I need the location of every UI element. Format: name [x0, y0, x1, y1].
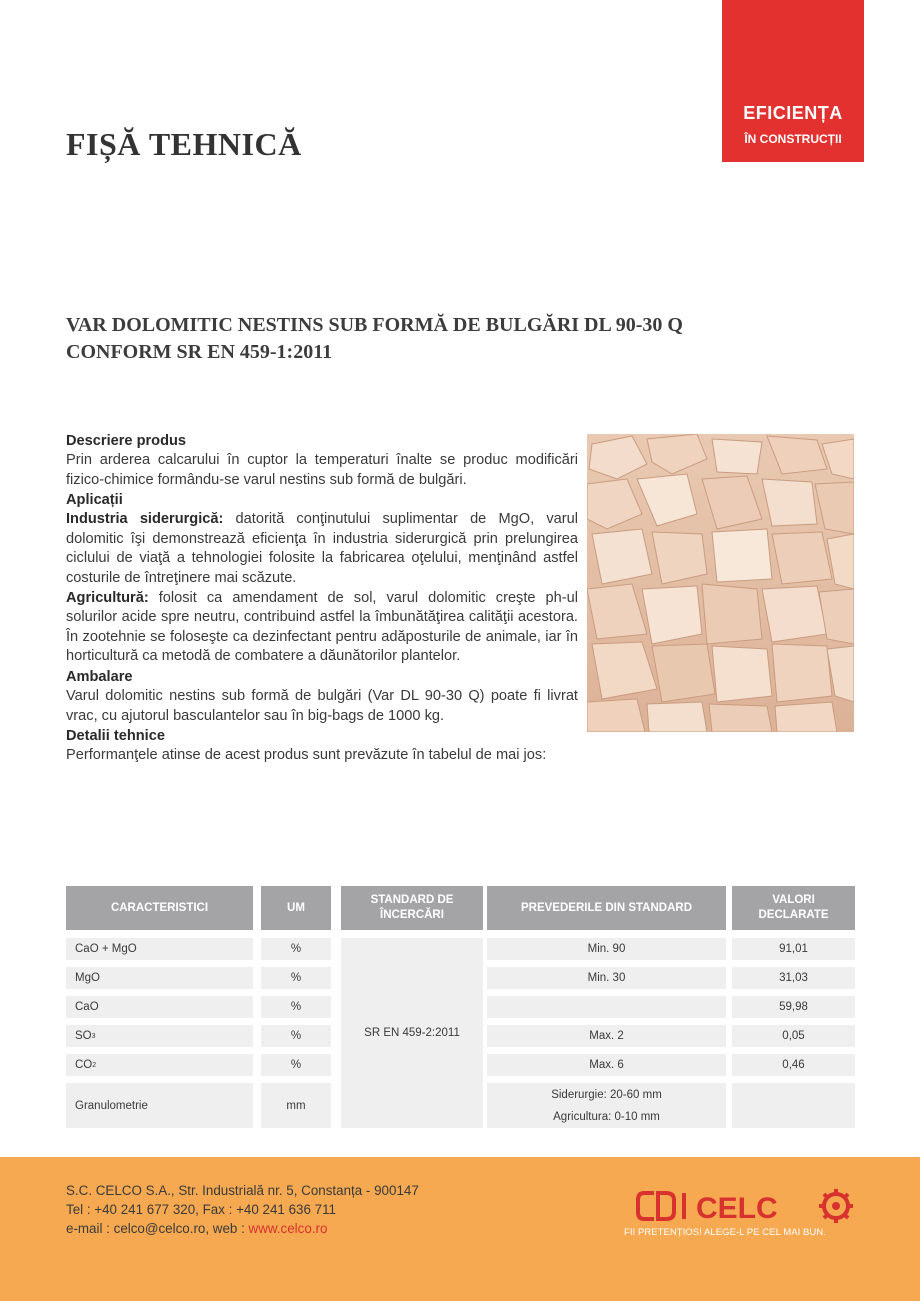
product-title-line2: CONFORM SR EN 459-1:2011 [66, 341, 333, 363]
table-row-2-name: MgO [66, 967, 253, 989]
company-website-link[interactable]: www.celco.ro [248, 1221, 328, 1236]
header-test-standard [341, 886, 483, 930]
table-row-4-name-text: SO [75, 1030, 92, 1042]
table-row-6-value [732, 1083, 855, 1128]
table-row-6-provision-line1: Siderurgie: 20-60 mm [551, 1088, 662, 1101]
celco-slogan: FII PRETENȚIOS! ALEGE-L PE CEL MAI BUN. [624, 1227, 826, 1238]
company-email: e-mail : celco@celco.ro, web : [66, 1221, 249, 1236]
table-row-1-value: 91,01 [732, 938, 855, 960]
lime-lumps-image [587, 434, 854, 732]
table-row-5-provision: Max. 6 [487, 1054, 726, 1076]
table-row-1-name: CaO + MgO [66, 938, 253, 960]
steel-industry-label: Industria siderurgică: [66, 511, 224, 528]
agriculture-text: folosit ca amendament de sol, varul dolomitic creşte ph-ul solurilor acide spre neutru, contribuind astfel la îmbunătăţirea calităţii acestora. În zootehnie se foloseşte ca dezinfectant pentru adăposturile de animale, iar în horticultură ca metodă de combatere a dăunătorilor plantelor. [66, 589, 578, 665]
header-test-standard-line2: ÎNCERCĂRI [380, 909, 444, 921]
product-photo [587, 434, 854, 732]
footer [0, 1157, 920, 1301]
header-declared-values-line1: VALORI [772, 894, 815, 906]
table-row-5-name [66, 1054, 253, 1076]
gear-icon [819, 1189, 853, 1223]
product-description [66, 431, 578, 766]
table-row-3-value: 59,98 [732, 996, 855, 1018]
technical-text: Performanţele atinse de acest produs sunt prevăzute în tabelul de mai jos: [66, 747, 547, 764]
steel-industry-paragraph [66, 510, 578, 588]
technical-heading: Detalii tehnice [66, 728, 165, 745]
table-row-3-name: CaO [66, 996, 253, 1018]
header-declared-values [732, 886, 855, 930]
table-row-4-name-subscript: 3 [91, 1032, 96, 1040]
header-um: UM [261, 886, 331, 930]
table-row-6-provision [487, 1083, 726, 1128]
table-row-5-value: 0,46 [732, 1054, 855, 1076]
table-row-6-um: mm [261, 1083, 331, 1128]
brand-badge [722, 0, 864, 162]
table-row-4-name [66, 1025, 253, 1047]
table-row-6-name: Granulometrie [66, 1083, 253, 1128]
badge-line1: EFICIENȚA [743, 103, 843, 123]
celco-logo [624, 1187, 856, 1247]
company-address: S.C. CELCO S.A., Str. Industrială nr. 5, Constanța - 900147 [66, 1183, 419, 1198]
packaging-heading: Ambalare [66, 668, 133, 685]
company-email-line [66, 1219, 419, 1238]
header-characteristics: CARACTERISTICI [66, 886, 253, 930]
page-title: FIȘĂ TEHNICĂ [66, 126, 302, 162]
table-row-1-um: % [261, 938, 331, 960]
header-test-standard-line1: STANDARD DE [370, 894, 454, 906]
steel-industry-text: datorită conţinutului suplimentar de MgO, varul dolomitic îşi demonstrează eficienţa în industria siderurgică prin prelungirea ciclului de viaţă a tehnologiei folosite la fabricarea oţelului, menţinând astfel costurile de întreţinere mai scăzute. [66, 511, 578, 586]
company-contact [66, 1181, 419, 1238]
table-row-5-name-subscript: 2 [92, 1061, 97, 1069]
table-row-1-provision: Min. 90 [487, 938, 726, 960]
agriculture-label: Agricultură: [66, 589, 149, 606]
badge-line2: ÎN CONSTRUCȚII [744, 132, 842, 146]
table-row-2-provision: Min. 30 [487, 967, 726, 989]
product-title [66, 312, 896, 366]
table-row-3-provision [487, 996, 726, 1018]
table-row-2-um: % [261, 967, 331, 989]
description-heading: Descriere produs [66, 433, 187, 449]
table-row-5-name-text: CO [75, 1059, 93, 1071]
description-text: Prin arderea calcarului în cuptor la temperaturi înalte se produc modificări fizico-chimice formându-se varul nestins sub formă de bulgări. [66, 452, 578, 488]
celco-logo-text: CELC [696, 1192, 778, 1225]
table-row-5-um: % [261, 1054, 331, 1076]
table-row-4-um: % [261, 1025, 331, 1047]
header-declared-values-line2: DECLARATE [758, 909, 829, 921]
table-row-6-provision-line2: Agricultura: 0-10 mm [553, 1110, 660, 1123]
table-row-4-value: 0,05 [732, 1025, 855, 1047]
test-standard-cell: SR EN 459-2:2011 [341, 938, 483, 1128]
table-row-3-um: % [261, 996, 331, 1018]
celco-logo-mark [636, 1187, 856, 1227]
product-title-line1: VAR DOLOMITIC NESTINS SUB FORMĂ DE BULGĂRI DL 90-30 Q [66, 314, 683, 336]
header-provisions: PREVEDERILE DIN STANDARD [487, 886, 726, 930]
company-phone: Tel : +40 241 677 320, Fax : +40 241 636 711 [66, 1202, 337, 1217]
table-row-4-provision: Max. 2 [487, 1025, 726, 1047]
agriculture-paragraph [66, 589, 578, 667]
applications-heading: Aplicații [66, 492, 123, 509]
packaging-text: Varul dolomitic nestins sub formă de bulgări (Var DL 90-30 Q) poate fi livrat vrac, cu ajutorul basculantelor sau în big-bags de 1000 kg. [66, 687, 578, 724]
table-row-2-value: 31,03 [732, 967, 855, 989]
